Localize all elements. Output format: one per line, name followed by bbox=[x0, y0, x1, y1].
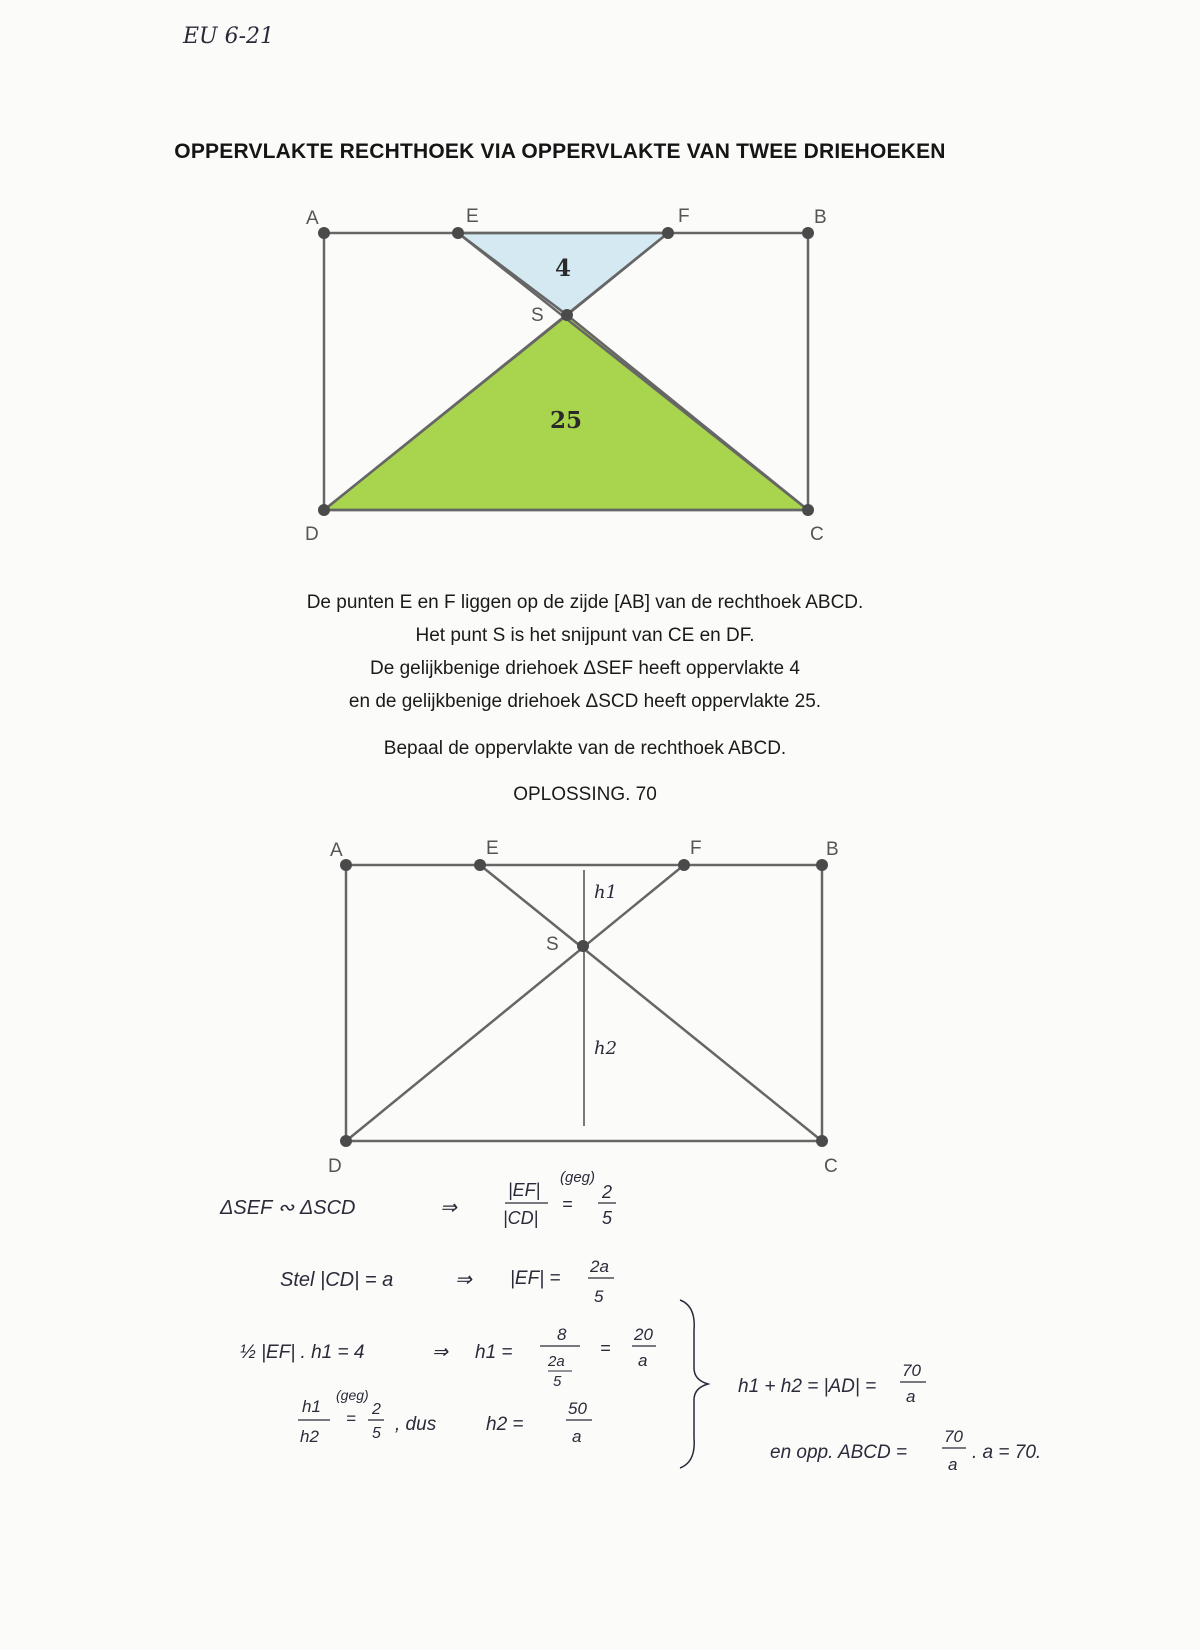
label-d-2: D bbox=[328, 1156, 342, 1177]
label-b: B bbox=[814, 207, 827, 228]
hw-seventy-1: 70 bbox=[902, 1361, 921, 1380]
hw-fifty: 50 bbox=[568, 1399, 587, 1418]
point-b-2 bbox=[816, 859, 828, 871]
hw-h2-eq: h2 = bbox=[486, 1414, 524, 1435]
label-s: S bbox=[531, 305, 544, 326]
point-s-2 bbox=[577, 940, 589, 952]
problem-line-1: De punten E en F liggen op de zijde [AB] van de rechthoek ABCD. bbox=[306, 592, 864, 613]
area-small-label: 4 bbox=[555, 255, 572, 282]
hw-seventy-2: 70 bbox=[944, 1427, 963, 1446]
hw-arrow-1: ⇒ bbox=[440, 1197, 457, 1219]
hw-geg-2: (geg) bbox=[336, 1387, 369, 1403]
hw-five-1: 5 bbox=[602, 1208, 613, 1228]
segment-ce-2 bbox=[480, 865, 822, 1141]
h2-label: h2 bbox=[594, 1038, 618, 1059]
hw-two-1: 2 bbox=[602, 1182, 613, 1202]
hw-arrow-2: ⇒ bbox=[455, 1269, 472, 1291]
point-s bbox=[561, 309, 573, 321]
problem-question: Bepaal de oppervlakte van de rechthoek ABCD. bbox=[383, 738, 787, 759]
point-e bbox=[452, 227, 464, 239]
label-e: E bbox=[466, 206, 479, 227]
hw-result-2-post: . a = 70. bbox=[972, 1442, 1042, 1463]
label-a: A bbox=[306, 208, 319, 229]
hw-eq-2: = bbox=[600, 1338, 611, 1358]
page-title: OPPERVLAKTE RECHTHOEK VIA OPPERVLAKTE VAN TWEE DRIEHOEKEN bbox=[174, 140, 946, 163]
corner-note: EU 6-21 bbox=[183, 24, 275, 49]
label-c-2: C bbox=[824, 1156, 838, 1177]
hw-brace bbox=[680, 1300, 708, 1468]
point-d bbox=[318, 504, 330, 516]
area-large-label: 25 bbox=[550, 407, 583, 434]
handwritten-solution bbox=[0, 1169, 1200, 1480]
point-f bbox=[662, 227, 674, 239]
label-c: C bbox=[810, 524, 824, 545]
hw-h1-frac: h1 bbox=[302, 1397, 321, 1416]
label-f: F bbox=[678, 206, 690, 227]
hw-two-2: 2 bbox=[372, 1401, 381, 1418]
hw-dus: , dus bbox=[395, 1414, 437, 1435]
label-f-2: F bbox=[690, 838, 702, 859]
point-f-2 bbox=[678, 859, 690, 871]
hw-num-8: 8 bbox=[557, 1325, 567, 1344]
label-d: D bbox=[305, 524, 319, 545]
hw-area-eq: ½ |EF| . h1 = 4 bbox=[240, 1342, 365, 1363]
point-d-2 bbox=[340, 1135, 352, 1147]
problem-line-3: De gelijkbenige driehoek ΔSEF heeft oppervlakte 4 bbox=[370, 658, 800, 679]
hw-a-1: a bbox=[638, 1351, 648, 1370]
point-a bbox=[318, 227, 330, 239]
hw-eq-3: = bbox=[346, 1409, 356, 1428]
hw-stel: Stel |CD| = a bbox=[280, 1269, 394, 1291]
problem-line-2: Het punt S is het snijpunt van CE en DF. bbox=[415, 625, 755, 646]
hw-geg-1: (geg) bbox=[560, 1169, 596, 1186]
hw-a-4: a bbox=[948, 1455, 958, 1474]
hw-frac-cd: |CD| bbox=[503, 1208, 539, 1228]
hw-h2-frac: h2 bbox=[300, 1427, 319, 1446]
hw-similarity: ΔSEF ∾ ΔSCD bbox=[220, 1197, 356, 1219]
hw-frac-ef: |EF| bbox=[508, 1180, 541, 1200]
hw-five-3: 5 bbox=[553, 1373, 562, 1390]
hw-result-1: h1 + h2 = |AD| = bbox=[738, 1376, 877, 1397]
hw-a-2: a bbox=[572, 1427, 582, 1446]
label-a-2: A bbox=[330, 840, 343, 861]
hw-two-a-2: 2a bbox=[548, 1353, 565, 1370]
hw-two-a-1: 2a bbox=[590, 1257, 609, 1276]
hw-eq-1: = bbox=[562, 1194, 573, 1214]
hw-ef-eq: |EF| = bbox=[510, 1268, 561, 1289]
point-b bbox=[802, 227, 814, 239]
hw-twenty: 20 bbox=[634, 1325, 653, 1344]
label-e-2: E bbox=[486, 838, 499, 859]
hw-five-4: 5 bbox=[372, 1425, 381, 1442]
label-s-2: S bbox=[546, 934, 559, 955]
label-b-2: B bbox=[826, 839, 839, 860]
solution-label: OPLOSSING. 70 bbox=[513, 784, 657, 805]
hw-arrow-3: ⇒ bbox=[432, 1342, 448, 1363]
hw-result-2-pre: en opp. ABCD = bbox=[770, 1442, 908, 1463]
figure-1 bbox=[0, 0, 1200, 560]
hw-a-3: a bbox=[906, 1387, 916, 1406]
segment-df-2 bbox=[346, 865, 684, 1141]
hw-h1-eq: h1 = bbox=[475, 1342, 513, 1363]
problem-line-4: en de gelijkbenige driehoek ΔSCD heeft oppervlakte 25. bbox=[348, 691, 822, 712]
figure-2 bbox=[0, 820, 1200, 1180]
point-e-2 bbox=[474, 859, 486, 871]
hw-five-2: 5 bbox=[594, 1287, 604, 1306]
point-c bbox=[802, 504, 814, 516]
point-c-2 bbox=[816, 1135, 828, 1147]
h1-label: h1 bbox=[594, 882, 618, 903]
